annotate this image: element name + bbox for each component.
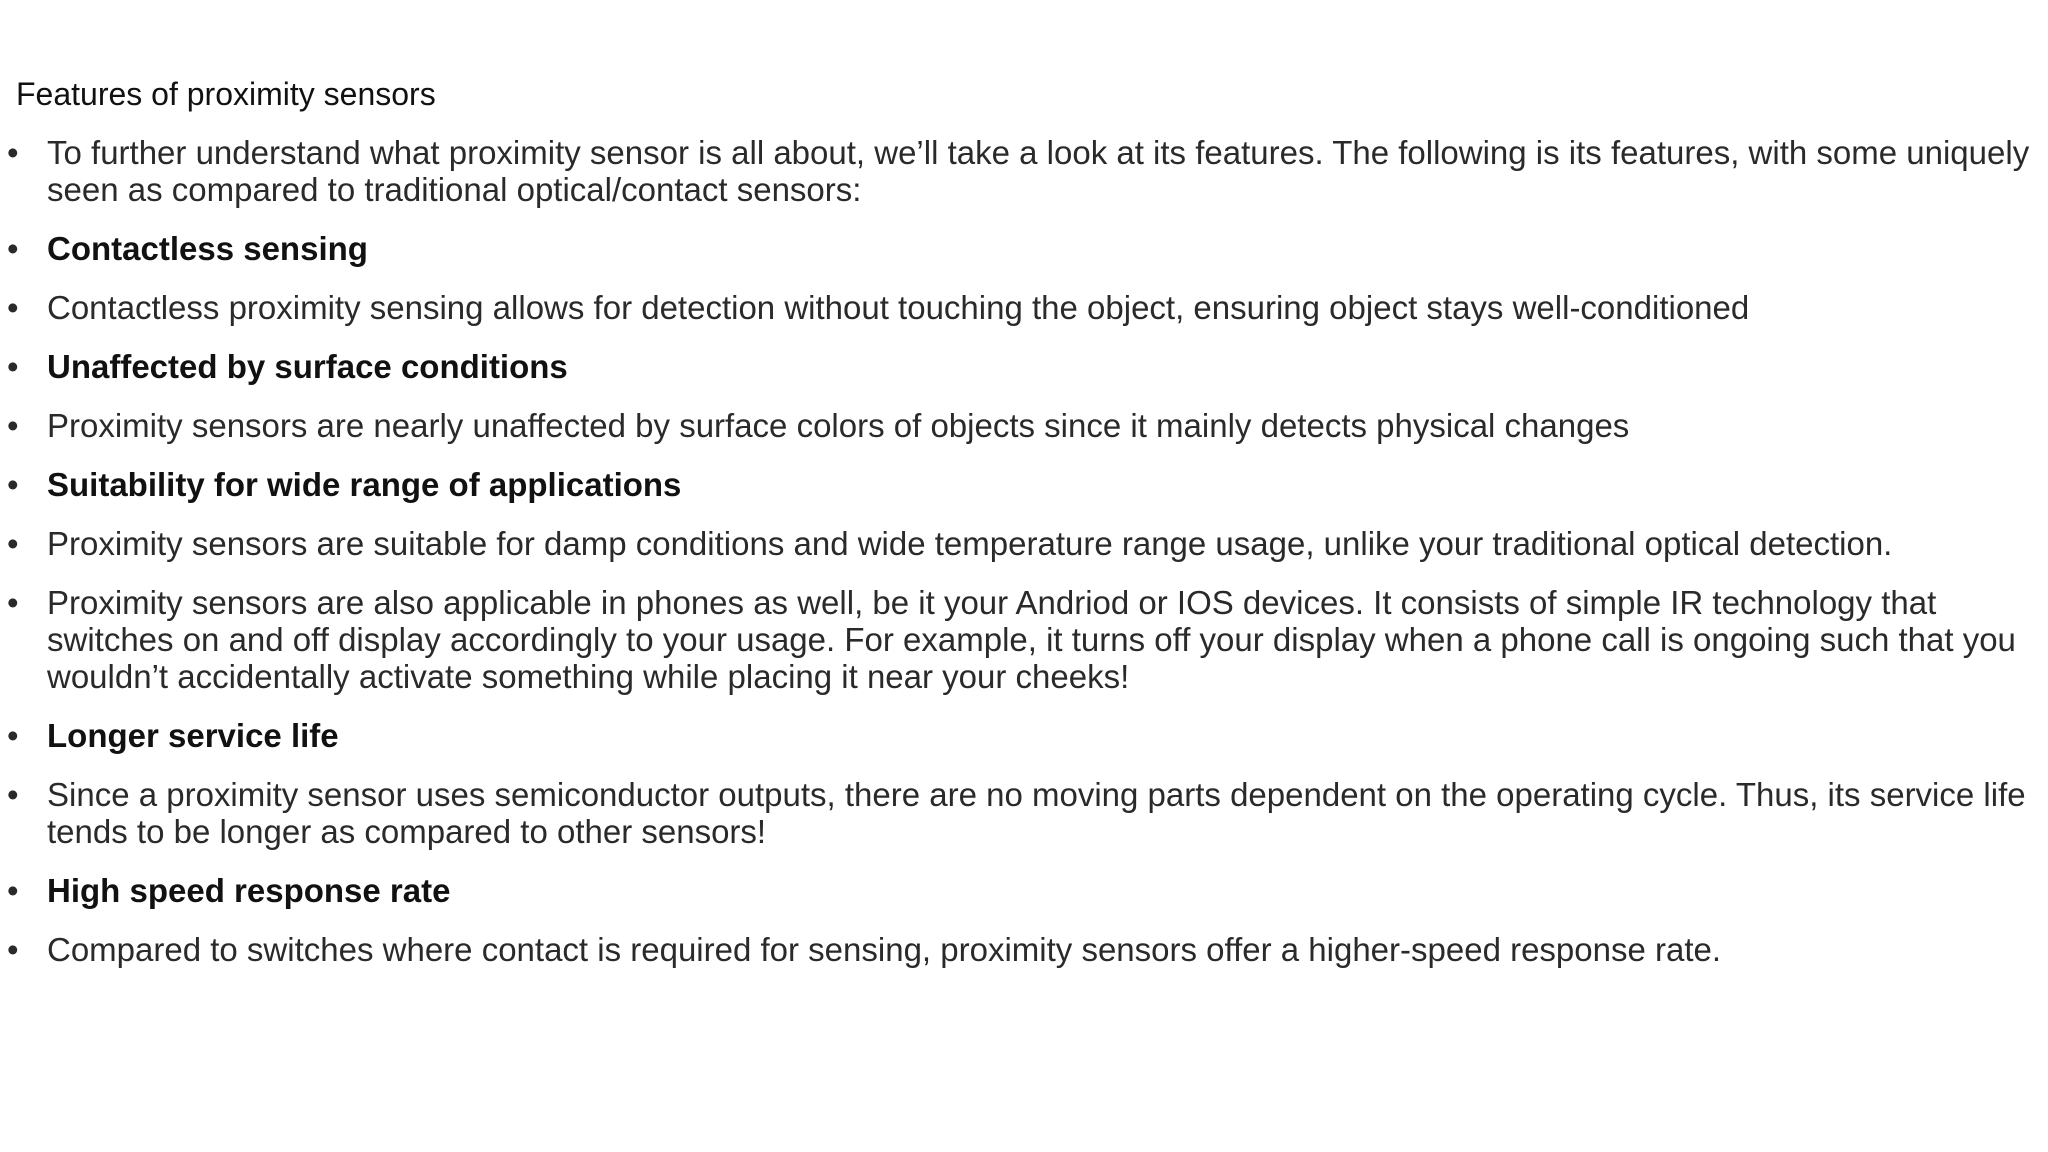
bullet-heading-text: High speed response rate <box>47 872 451 909</box>
bullet-heading-text: Suitability for wide range of applications <box>47 466 682 503</box>
bullet-heading-response-rate <box>0 872 2040 909</box>
bullet-text: Proximity sensors are suitable for damp conditions and wide temperature range usage, unlike your traditional optical detection. <box>47 525 1893 562</box>
bullet-phones-detail <box>0 584 2040 695</box>
feature-bullet-list <box>0 134 2040 990</box>
bullet-dot-icon: • <box>7 407 19 444</box>
bullet-dot-icon: • <box>7 230 19 267</box>
bullet-text: Since a proximity sensor uses semiconductor outputs, there are no moving parts dependent on the operating cycle. Thus, its service life tends to be longer as compared to other sensors! <box>47 776 2026 850</box>
bullet-text: Compared to switches where contact is required for sensing, proximity sensors offer a higher-speed response rate. <box>47 931 1722 968</box>
bullet-intro <box>0 134 2040 208</box>
bullet-text: To further understand what proximity sensor is all about, we’ll take a look at its features. The following is its features, with some uniquely seen as compared to traditional optical/contact sensors: <box>47 134 2030 208</box>
bullet-dot-icon: • <box>7 584 19 621</box>
bullet-heading-text: Unaffected by surface conditions <box>47 348 568 385</box>
bullet-dot-icon: • <box>7 348 19 385</box>
bullet-heading-text: Longer service life <box>47 717 339 754</box>
bullet-dot-icon: • <box>7 466 19 503</box>
bullet-heading-service-life <box>0 717 2040 754</box>
bullet-response-rate-detail <box>0 931 2040 968</box>
bullet-heading-applications <box>0 466 2040 503</box>
bullet-dot-icon: • <box>7 134 19 171</box>
bullet-text: Proximity sensors are nearly unaffected by surface colors of objects since it mainly detects physical changes <box>47 407 1630 444</box>
bullet-dot-icon: • <box>7 931 19 968</box>
bullet-heading-surface <box>0 348 2040 385</box>
bullet-dot-icon: • <box>7 776 19 813</box>
bullet-dot-icon: • <box>7 872 19 909</box>
bullet-contactless-detail <box>0 289 2040 326</box>
bullet-dot-icon: • <box>7 717 19 754</box>
bullet-text: Contactless proximity sensing allows for detection without touching the object, ensuring object stays well-conditioned <box>47 289 1750 326</box>
bullet-heading-contactless <box>0 230 2040 267</box>
bullet-dot-icon: • <box>7 289 19 326</box>
bullet-dot-icon: • <box>7 525 19 562</box>
bullet-applications-detail <box>0 525 2040 562</box>
bullet-surface-detail <box>0 407 2040 444</box>
bullet-heading-text: Contactless sensing <box>47 230 368 267</box>
page-title: Features of proximity sensors <box>16 76 436 112</box>
bullet-service-life-detail <box>0 776 2040 850</box>
bullet-text: Proximity sensors are also applicable in phones as well, be it your Andriod or IOS devices. It consists of simple IR technology that switches on and off display accordingly to your usage. For example, it turns off your display when a phone call is ongoing such that you wouldn’t accidentally activate something while placing it near your cheeks! <box>47 584 2016 695</box>
